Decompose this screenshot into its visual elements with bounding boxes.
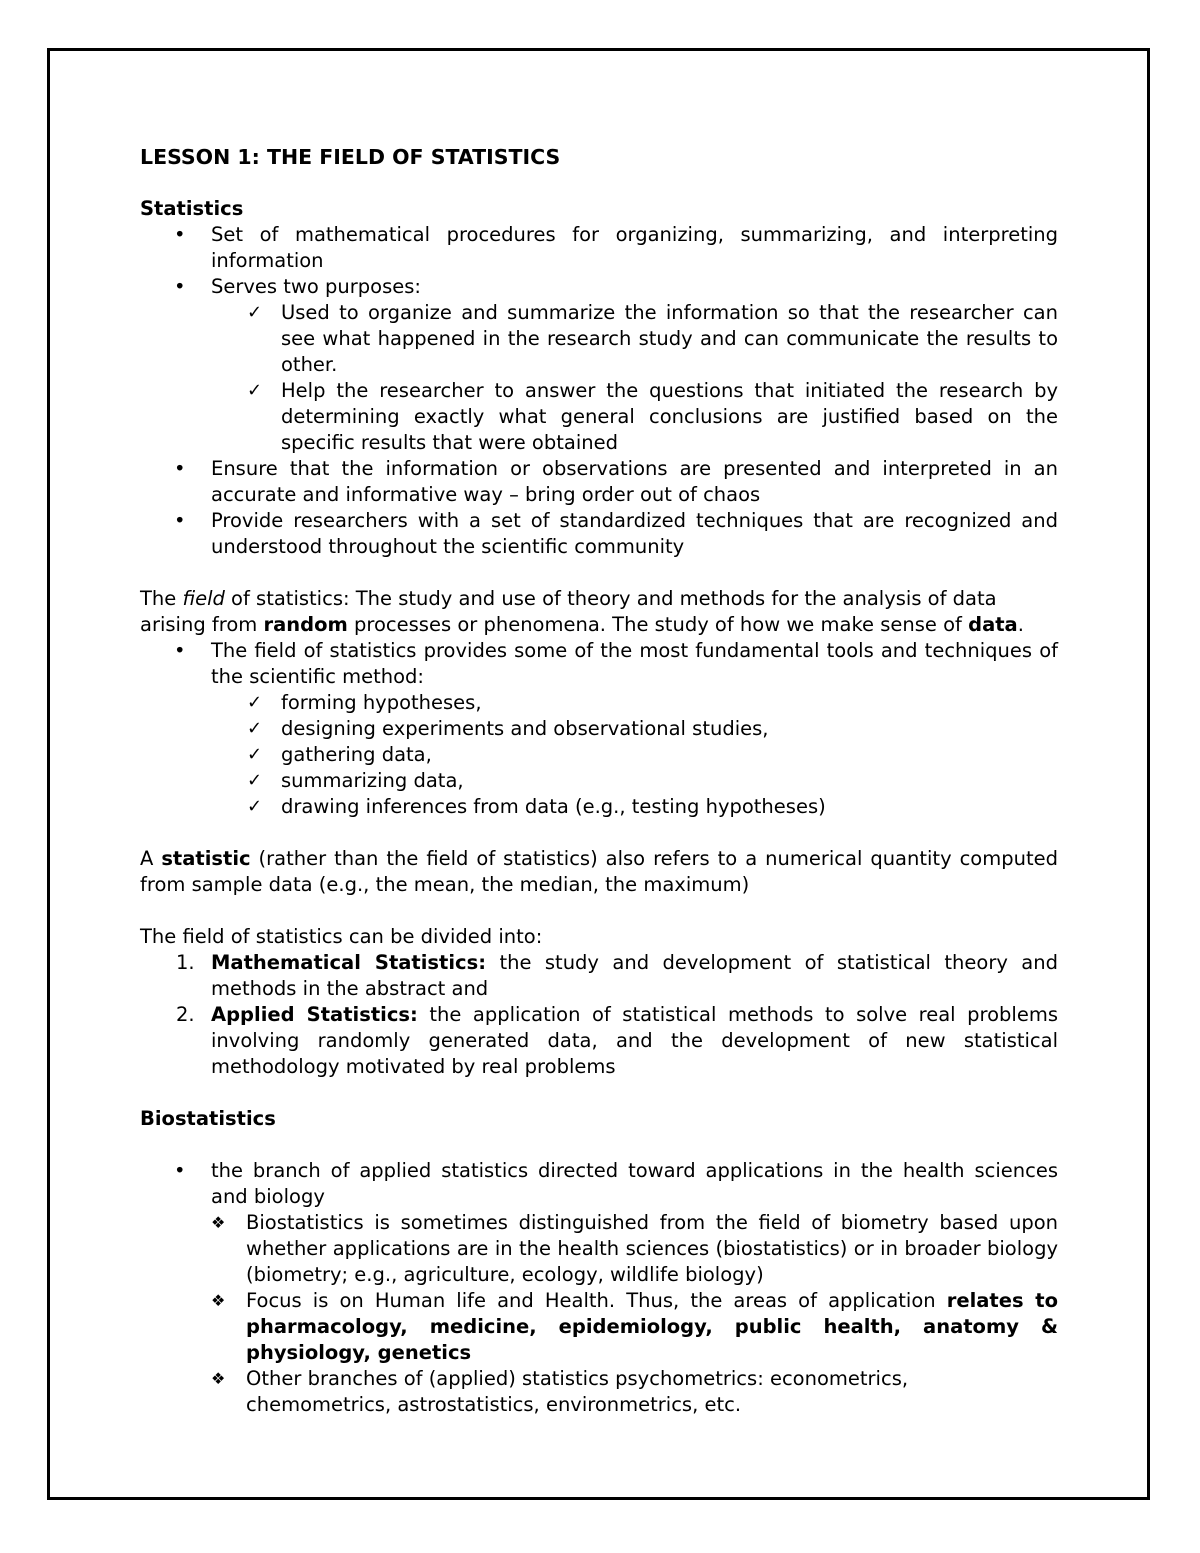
checkmark-icon: ✓ (247, 718, 263, 739)
checkmark-icon: ✓ (247, 770, 263, 791)
bullet-icon: • (174, 275, 186, 298)
list-item: ✓ drawing inferences from data (e.g., testing hypotheses) (247, 795, 826, 818)
bullet-icon: • (174, 457, 186, 480)
list-item: ✓ summarizing data, (247, 769, 464, 792)
list-item: 1. Mathematical Statistics: the study and development of statistical theory and methods in the abstract and (176, 951, 1058, 1000)
list-number: 1. (176, 951, 195, 974)
list-item: ✓ designing experiments and observational studies, (247, 717, 769, 740)
list-item: • Ensure that the information or observations are presented and interpreted in an accurate and informative way – bring order out of chaos (174, 457, 1058, 506)
statistics-list (140, 222, 1058, 560)
checkmark-icon: ✓ (247, 380, 263, 401)
list-item: ✓ gathering data, (247, 743, 432, 766)
list-item: 2. Applied Statistics: the application of statistical methods to solve real problems involving randomly generated data, and the development of new statistical methodology motivated by real problems (176, 1003, 1058, 1078)
field-definition: The field of statistics: The study and use of theory and methods for the analysis of data arising from random processes or phenomena. The study of how we make sense of data. (140, 587, 1024, 636)
list-item: ✓ Used to organize and summarize the information so that the researcher can see what happened in the research study and can communicate the results to other. (247, 301, 1058, 376)
checkmark-icon: ✓ (247, 692, 263, 713)
list-item: ❖ Other branches of (applied) statistics psychometrics: econometrics, chemometrics, astrostatistics, environmetrics, etc. (211, 1367, 909, 1416)
checkmark-icon: ✓ (247, 796, 263, 817)
bullet-icon: • (174, 639, 186, 662)
document-body (140, 142, 1058, 1418)
lesson-title: LESSON 1: THE FIELD OF STATISTICS (140, 145, 561, 169)
divided-list (140, 950, 1058, 1080)
bullet-icon: • (174, 223, 186, 246)
list-item: • the branch of applied statistics directed toward applications in the health sciences and biology (174, 1159, 1058, 1208)
list-item: • Set of mathematical procedures for organizing, summarizing, and interpreting information (174, 223, 1058, 272)
divided-intro: The field of statistics can be divided into: (140, 925, 543, 948)
list-item: ❖ Focus is on Human life and Health. Thus, the areas of application relates to pharmacology, medicine, epidemiology, public health, anatomy & physiology, genetics (211, 1289, 1058, 1364)
checkmark-icon: ✓ (247, 744, 263, 765)
list-item: • The field of statistics provides some of the most fundamental tools and techniques of the scientific method: (174, 639, 1058, 688)
diamond-icon: ❖ (211, 1213, 226, 1232)
checkmark-icon: ✓ (247, 302, 263, 323)
diamond-icon: ❖ (211, 1369, 226, 1388)
statistic-definition: A statistic (rather than the field of statistics) also refers to a numerical quantity computed from sample data (e.g., the mean, the median, the maximum) (140, 847, 1058, 896)
list-item: ✓ forming hypotheses, (247, 691, 482, 714)
list-number: 2. (176, 1003, 195, 1026)
list-item: ✓ Help the researcher to answer the questions that initiated the research by determining exactly what general conclusions are justified based on the specific results that were obtained (247, 379, 1058, 454)
list-item: ❖ Biostatistics is sometimes distinguished from the field of biometry based upon whether applications are in the health sciences (biostatistics) or in broader biology (biometry; e.g., agriculture, ecology, wildlife biology) (211, 1211, 1058, 1286)
biostatistics-heading: Biostatistics (140, 1107, 276, 1130)
bullet-icon: • (174, 1159, 186, 1182)
bullet-icon: • (174, 509, 186, 532)
biostatistics-list (140, 1158, 1058, 1418)
diamond-icon: ❖ (211, 1291, 226, 1310)
statistics-heading: Statistics (140, 197, 244, 220)
list-item: • Serves two purposes: (174, 275, 421, 298)
field-list (140, 638, 1058, 820)
list-item: • Provide researchers with a set of standardized techniques that are recognized and understood throughout the scientific community (174, 509, 1058, 558)
